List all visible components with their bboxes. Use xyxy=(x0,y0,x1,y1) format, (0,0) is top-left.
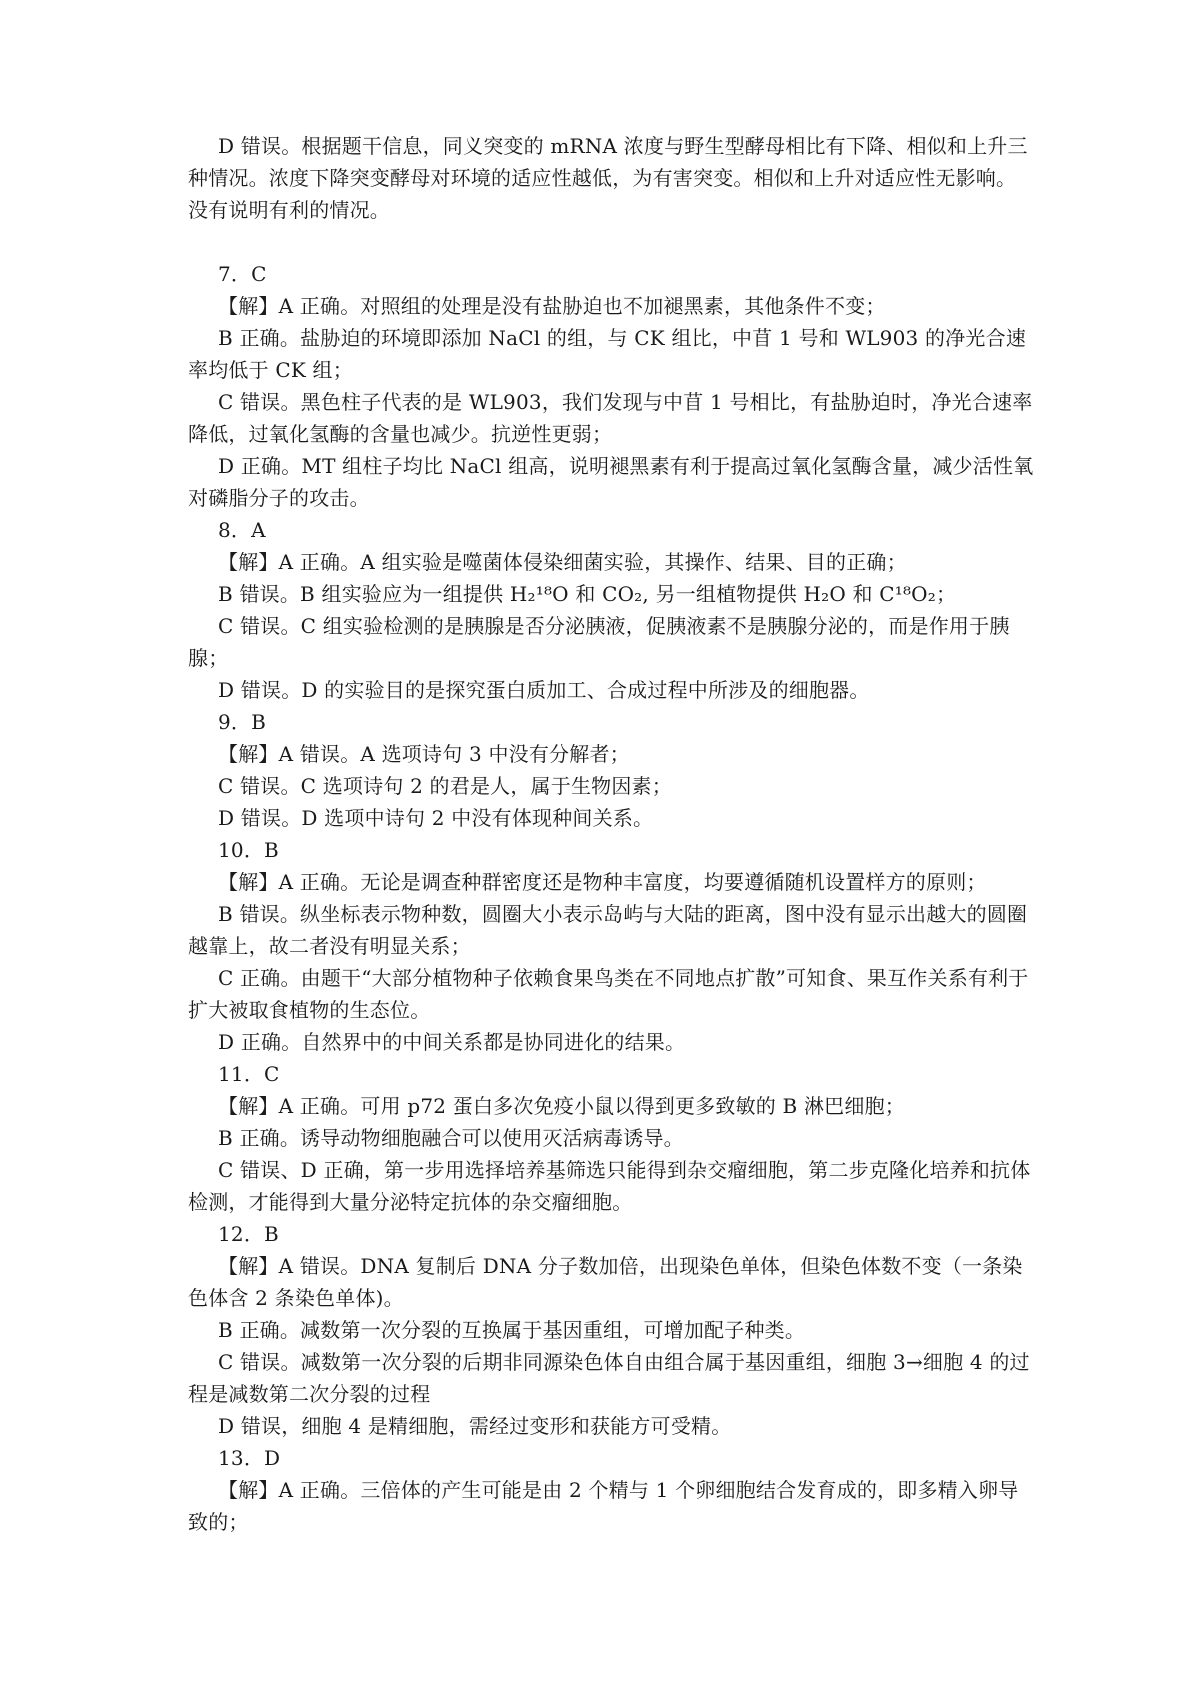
explanation-line: B 正确。减数第一次分裂的互换属于基因重组，可增加配子种类。 xyxy=(218,1318,806,1342)
explanation-line: C 正确。由题干“大部分植物种子依赖食果鸟类在不同地点扩散”可知食、果互作关系有利于扩大被取食植物的生态位。 xyxy=(188,966,1029,1022)
answer-explanations xyxy=(188,130,1034,1538)
explanation-line: B 正确。盐胁迫的环境即添加 NaCl 的组，与 CK 组比，中苜 1 号和 WL903 的净光合速率均低于 CK 组； xyxy=(188,326,1027,382)
question-number: 9．B xyxy=(218,710,267,734)
section-gap xyxy=(188,226,1034,258)
explanation-line: D 错误。D 的实验目的是探究蛋白质加工、合成过程中所涉及的细胞器。 xyxy=(218,678,870,702)
explanation-line: C 错误。减数第一次分裂的后期非同源染色体自由组合属于基因重组，细胞 3→细胞 4 的过程是减数第二次分裂的过程 xyxy=(188,1350,1030,1406)
question-number: 10．B xyxy=(218,838,279,862)
explanation-line: B 错误。B 组实验应为一组提供 H₂¹⁸O 和 CO₂, 另一组植物提供 H₂O 和 C¹⁸O₂； xyxy=(218,582,957,606)
explanation-line: C 错误。黑色柱子代表的是 WL903，我们发现与中苜 1 号相比，有盐胁迫时，净光合速率降低，过氧化氢酶的含量也减少。抗逆性更弱； xyxy=(188,390,1033,446)
explanation-line: 【解】A 错误。A 选项诗句 3 中没有分解者； xyxy=(218,742,630,766)
question-11 xyxy=(188,1058,1034,1218)
explanation-line: D 错误。D 选项中诗句 2 中没有体现种间关系。 xyxy=(218,806,654,830)
explanation-line: D 正确。自然界中的中间关系都是协同进化的结果。 xyxy=(218,1030,686,1054)
explanation-line: C 错误。C 选项诗句 2 的君是人，属于生物因素； xyxy=(218,774,672,798)
question-number: 11．C xyxy=(218,1062,280,1086)
explanation-line: 【解】A 正确。无论是调查种群密度还是物种丰富度，均要遵循随机设置样方的原则； xyxy=(218,870,987,894)
question-number: 12．B xyxy=(218,1222,279,1246)
question-number: 8．A xyxy=(218,518,266,542)
explanation-line: 【解】A 正确。对照组的处理是没有盐胁迫也不加褪黑素，其他条件不变； xyxy=(218,294,886,318)
explanation-line: 【解】A 正确。三倍体的产生可能是由 2 个精与 1 个卵细胞结合发育成的，即多精入卵导致的； xyxy=(188,1478,1019,1534)
explanation-line: D 正确。MT 组柱子均比 NaCl 组高，说明褪黑素有利于提高过氧化氢酶含量，减少活性氧对磷脂分子的攻击。 xyxy=(188,454,1034,510)
question-number: 7．C xyxy=(218,262,267,286)
explanation-line: B 错误。纵坐标表示物种数，圆圈大小表示岛屿与大陆的距离，图中没有显示出越大的圆圈越靠上，故二者没有明显关系； xyxy=(188,902,1028,958)
explanation-line: D 错误，细胞 4 是精细胞，需经过变形和获能方可受精。 xyxy=(218,1414,732,1438)
question-13 xyxy=(188,1442,1034,1538)
explanation-line: C 错误。C 组实验检测的是胰腺是否分泌胰液，促胰液素不是胰腺分泌的，而是作用于胰腺； xyxy=(188,614,1010,670)
intro-paragraph: D 错误。根据题干信息，同义突变的 mRNA 浓度与野生型酵母相比有下降、相似和上升三种情况。浓度下降突变酵母对环境的适应性越低，为有害突变。相似和上升对适应性无影响。没有说明有利的情况。 xyxy=(188,134,1028,222)
question-7 xyxy=(188,258,1034,514)
question-8 xyxy=(188,514,1034,706)
explanation-line: 【解】A 正确。可用 p72 蛋白多次免疫小鼠以得到更多致敏的 B 淋巴细胞； xyxy=(218,1094,905,1118)
explanation-line: B 正确。诱导动物细胞融合可以使用灭活病毒诱导。 xyxy=(218,1126,684,1150)
explanation-line: 【解】A 错误。DNA 复制后 DNA 分子数加倍，出现染色单体，但染色体数不变（一条染色体含 2 条染色单体)。 xyxy=(188,1254,1023,1310)
question-12 xyxy=(188,1218,1034,1442)
question-9 xyxy=(188,706,1034,834)
question-number: 13．D xyxy=(218,1446,281,1470)
explanation-line: 【解】A 正确。A 组实验是噬菌体侵染细菌实验，其操作、结果、目的正确； xyxy=(218,550,907,574)
explanation-line: C 错误、D 正确，第一步用选择培养基筛选只能得到杂交瘤细胞，第二步克隆化培养和抗体检测，才能得到大量分泌特定抗体的杂交瘤细胞。 xyxy=(188,1158,1031,1214)
question-10 xyxy=(188,834,1034,1058)
